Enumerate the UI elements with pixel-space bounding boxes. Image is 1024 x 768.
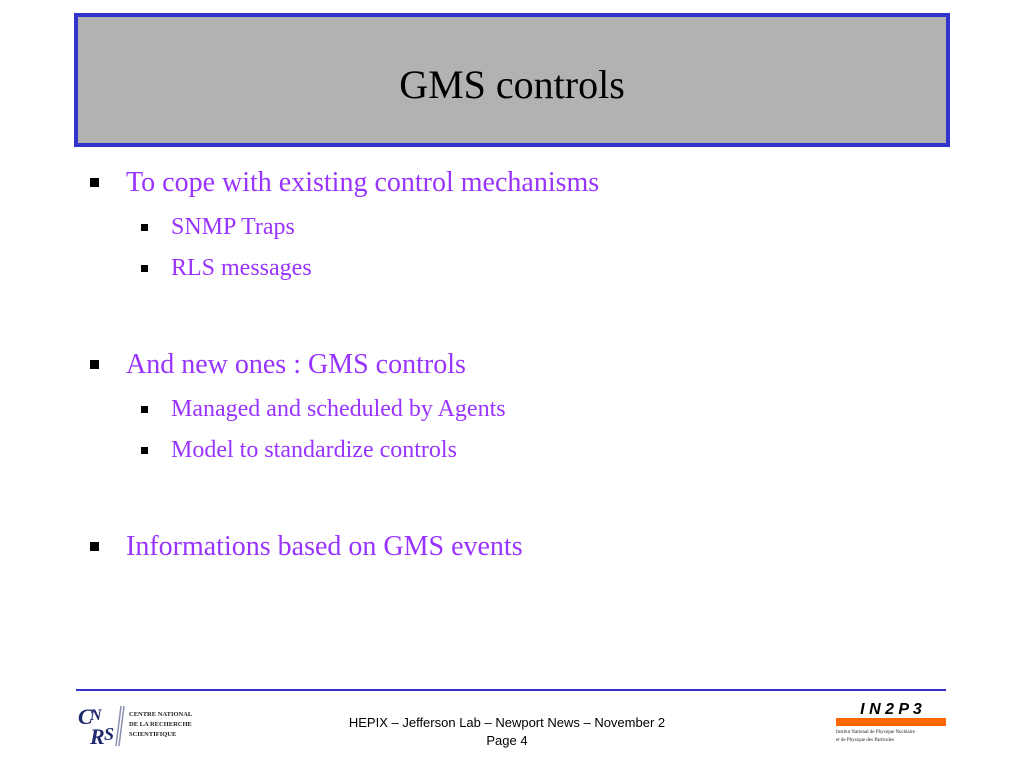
bullet-item: Informations based on GMS events — [126, 531, 523, 562]
in2p3-text-line: Institut National de Physique Nucléaire — [836, 730, 915, 735]
in2p3-orange-bar — [836, 718, 946, 726]
cnrs-text-line: DE LA RECHERCHE — [129, 721, 192, 728]
bullet-marker — [90, 360, 99, 369]
sub-bullet-marker — [141, 447, 148, 454]
bullet-item: And new ones : GMS controls — [126, 349, 466, 380]
sub-bullet-item: RLS messages — [171, 255, 312, 281]
in2p3-logo — [834, 698, 948, 744]
bullet-marker — [90, 542, 99, 551]
cnrs-logo — [76, 700, 196, 750]
footer-page-number: Page 4 — [486, 733, 528, 748]
bullet-marker — [90, 178, 99, 187]
sub-bullet-marker — [141, 224, 148, 231]
footer-rule — [76, 689, 946, 691]
svg-text:N: N — [90, 707, 102, 724]
cnrs-text-line: SCIENTIFIQUE — [129, 731, 177, 738]
sub-bullet-marker — [141, 265, 148, 272]
sub-bullet-item: Managed and scheduled by Agents — [171, 396, 506, 422]
bullet-item: To cope with existing control mechanisms — [126, 167, 600, 198]
svg-text:S: S — [104, 724, 115, 744]
footer-text — [320, 714, 694, 750]
title-box — [74, 13, 950, 147]
sub-bullet-marker — [141, 406, 148, 413]
sub-bullet-item: Model to standardize controls — [171, 437, 457, 463]
slide-title: GMS controls — [399, 61, 625, 107]
svg-text:C: C — [78, 704, 93, 729]
sub-bullet-item: SNMP Traps — [171, 214, 295, 240]
footer-line-1: HEPIX – Jefferson Lab – Newport News – November 2 — [348, 715, 666, 730]
in2p3-mark: I N 2 P 3 — [860, 701, 922, 718]
in2p3-text-line: et de Physique des Particules — [836, 738, 895, 743]
svg-text:R: R — [90, 724, 105, 749]
cnrs-text-line: CENTRE NATIONAL — [129, 711, 193, 718]
